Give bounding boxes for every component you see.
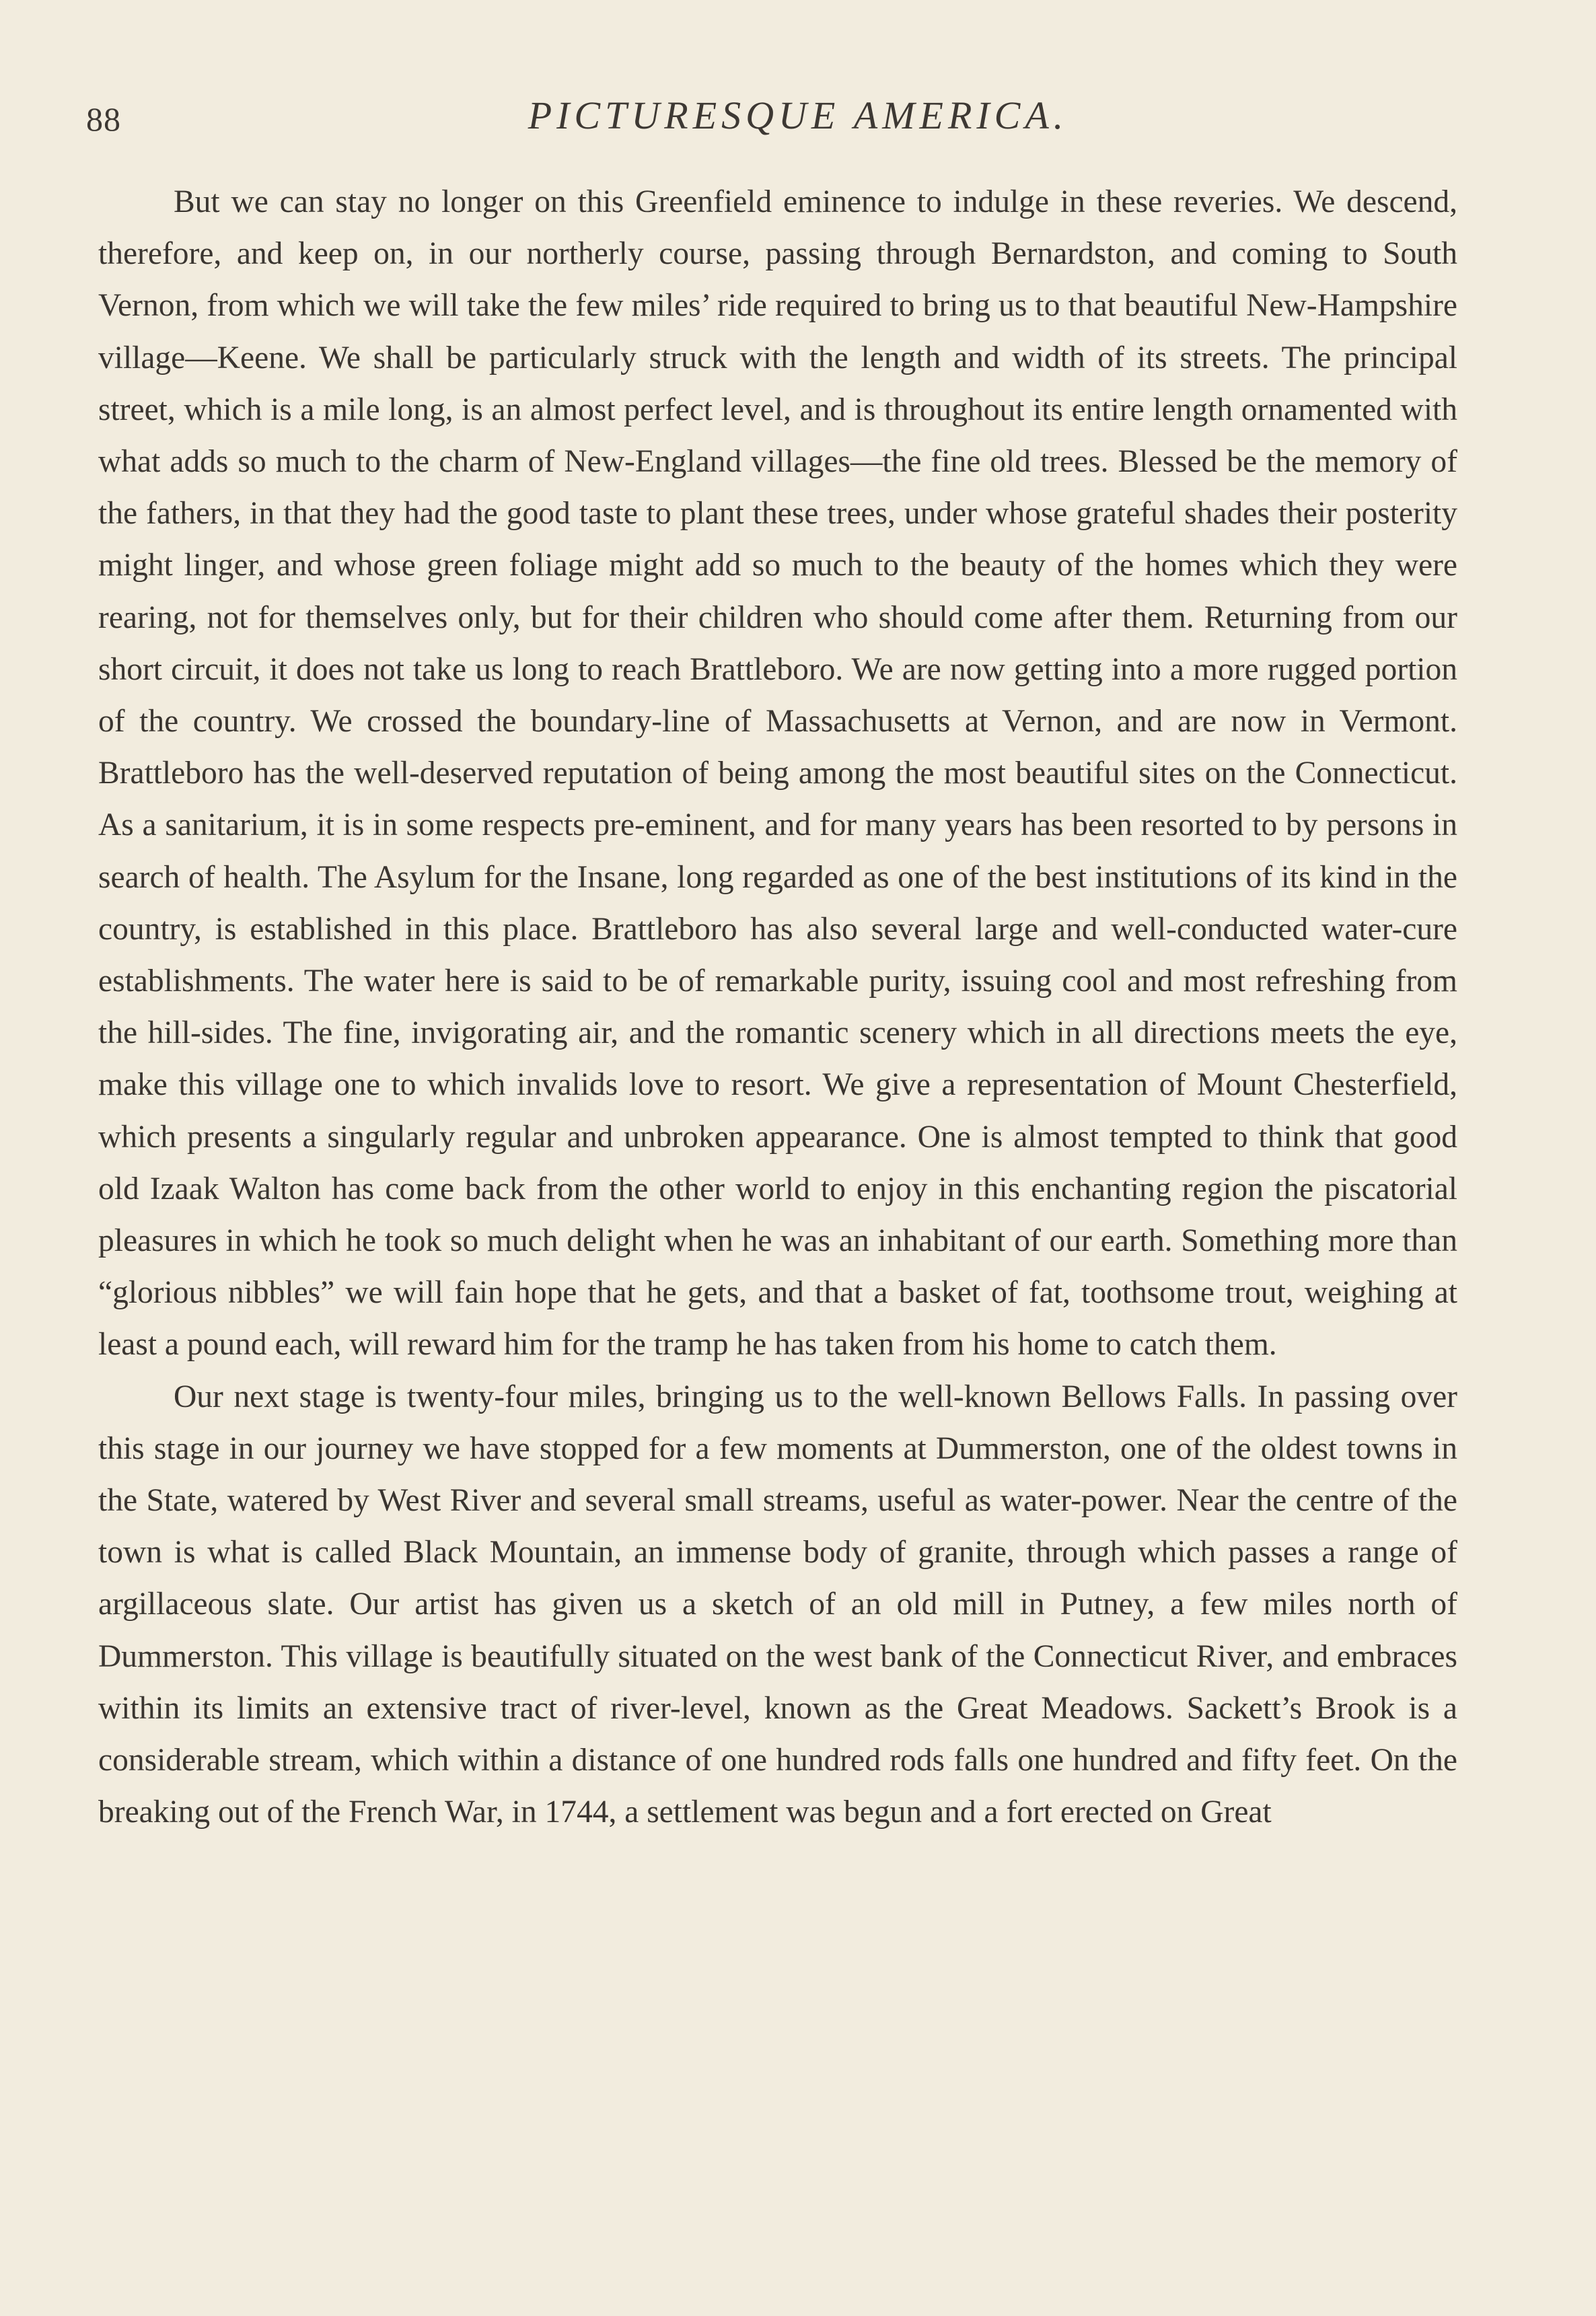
- paragraph: But we can stay no longer on this Greenfield eminence to indulge in these reveries. We descend, therefore, and keep on, in our northerly course, passing through Bernardston, and coming to South Vernon, from which we will take the few miles’ ride required to bring us to that beautiful New-Hampshire village—Keene. We shall be particularly struck with the length and width of its streets. The principal street, which is a mile long, is an almost perfect level, and is throughout its entire length ornamented with what adds so much to the charm of New-England villages—the fine old trees. Blessed be the memory of the fathers, in that they had the good taste to plant these trees, under whose grateful shades their posterity might linger, and whose green foliage might add so much to the beauty of the homes which they were rearing, not for themselves only, but for their children who should come after them. Returning from our short circuit, it does not take us long to reach Brattleboro. We are now getting into a more rugged portion of the country. We crossed the boundary-line of Massachusetts at Vernon, and are now in Vermont. Brattleboro has the well-deserved reputation of being among the most beautiful sites on the Connecticut. As a sanitarium, it is in some respects pre-eminent, and for many years has been resorted to by persons in search of health. The Asylum for the Insane, long regarded as one of the best institutions of its kind in the country, is established in this place. Brattleboro has also several large and well-conducted water-cure establishments. The water here is said to be of remarkable purity, issuing cool and most refreshing from the hill-sides. The fine, invigorating air, and the romantic scenery which in all directions meets the eye, make this village one to which invalids love to resort. We give a representation of Mount Chesterfield, which presents a singularly regular and unbroken appearance. One is almost tempted to think that good old Izaak Walton has come back from the other world to enjoy in this enchanting region the piscatorial pleasures in which he took so much delight when he was an inhabitant of our earth. Something more than “glorious nibbles” we will fain hope that he gets, and that a basket of fat, toothsome trout, weighing at least a pound each, will reward him for the tramp he has taken from his home to catch them.: [98, 184, 1457, 1363]
- running-title: PICTURESQUE AMERICA.: [528, 94, 1068, 137]
- page-header: [0, 93, 1596, 153]
- paragraph: Our next stage is twenty-four miles, bringing us to the well-known Bellows Falls. In passing over this stage in our journey we have stopped for a few moments at Dummerston, one of the oldest towns in the State, watered by West River and several small streams, useful as water-power. Near the centre of the town is what is called Black Mountain, an immense body of granite, through which passes a range of argillaceous slate. Our artist has given us a sketch of an old mill in Putney, a few miles north of Dummerston. This village is beautifully situated on the west bank of the Connecticut River, and embraces within its limits an extensive tract of river-level, known as the Great Meadows. Sackett’s Brook is a considerable stream, which within a distance of one hundred rods falls one hundred and fifty feet. On the breaking out of the French War, in 1744, a settlement was begun and a fort erected on Great: [98, 1379, 1457, 1830]
- body-text: [98, 176, 1457, 1839]
- page-number: 88: [86, 100, 121, 138]
